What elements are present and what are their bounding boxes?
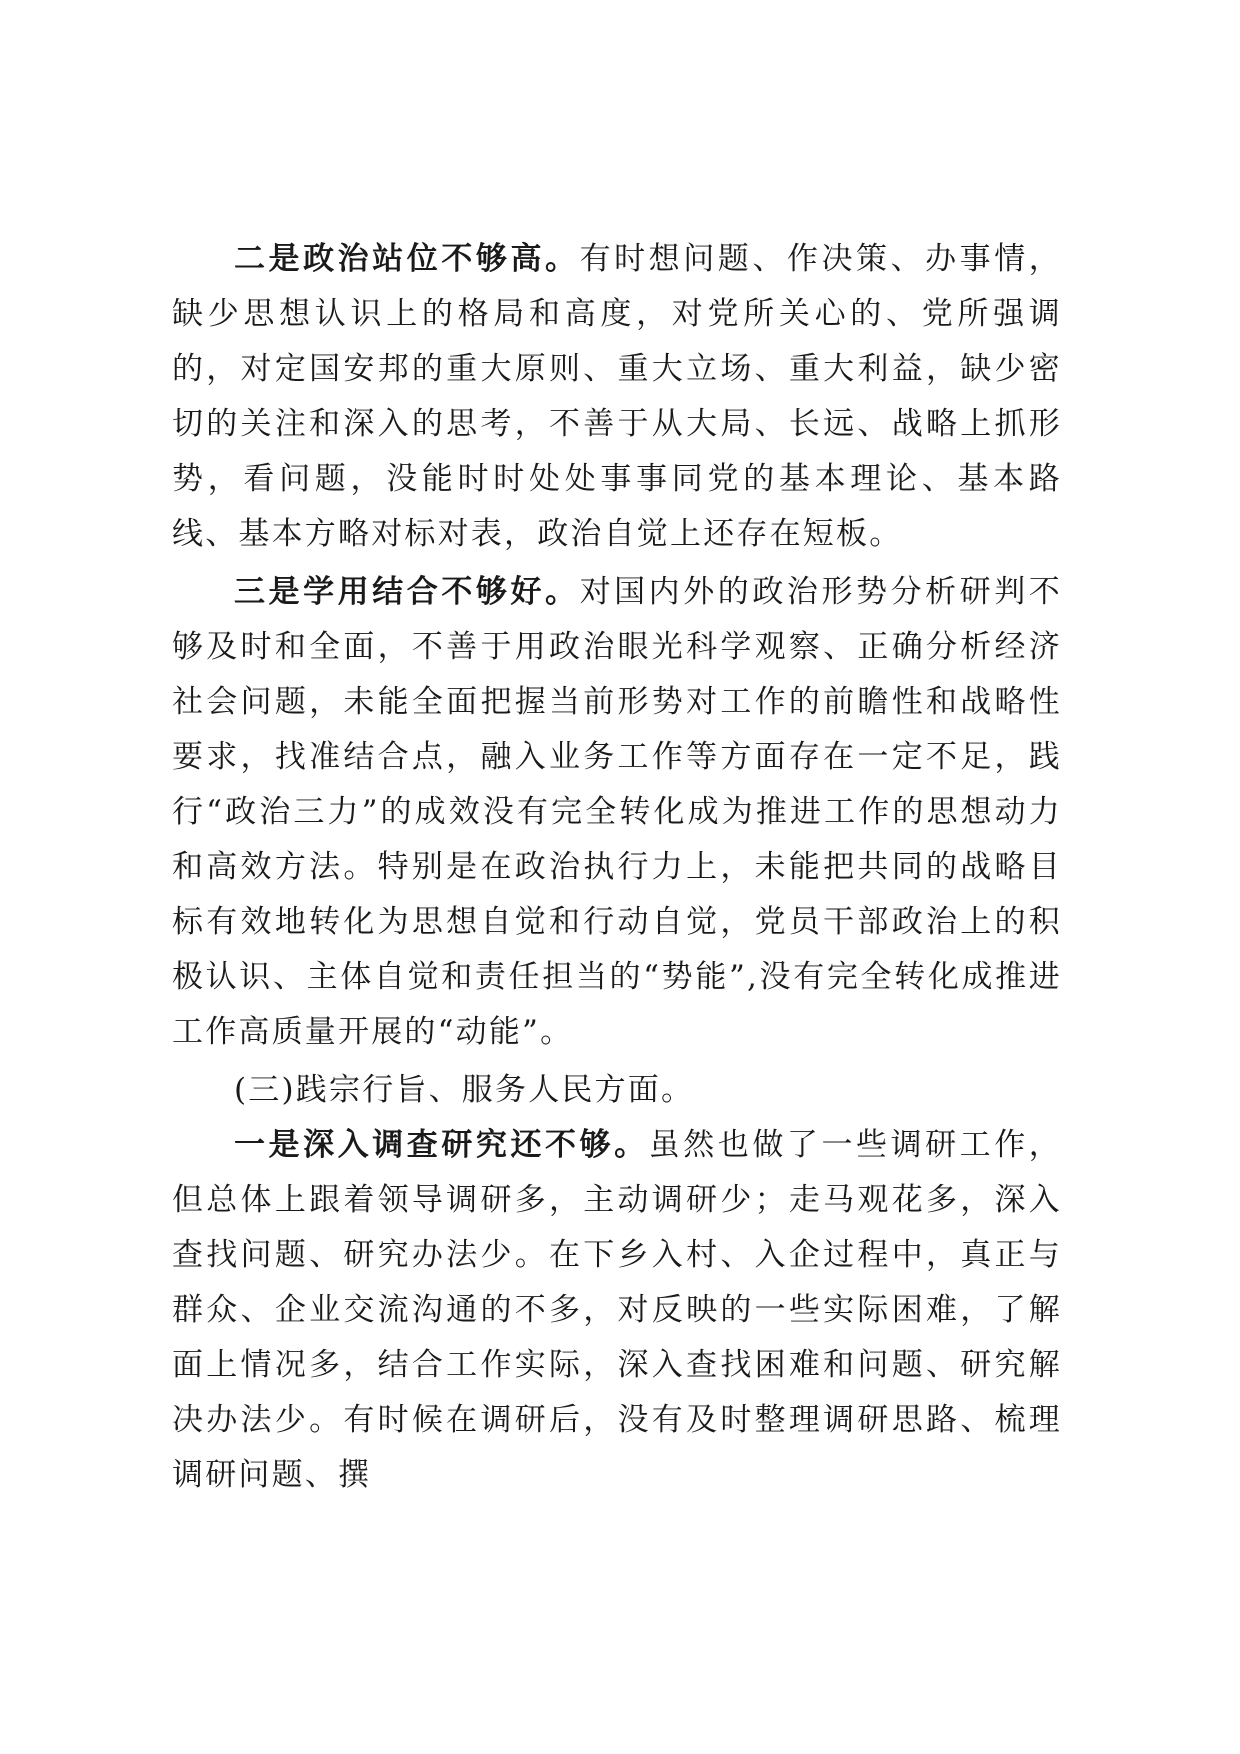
paragraph-body: 对国内外的政治形势分析研判不够及时和全面，不善于用政治眼光科学观察、正确分析经济社会问题，未能全面把握当前形势对工作的前瞻性和战略性要求，找准结合点，融入业务工作等方面存在一定不足，践行“政治三力”的成效没有完全转化成为推进工作的思想动力和高效方法。特别是在政治执行力上，未能把共同的战略目标有效地转化为思想自觉和行动自觉，党员干部政治上的积极认识、主体自觉和责任担当的“势能”,没有完全转化成推进工作高质量开展的“动能”。 [172, 574, 1062, 1050]
document-page [172, 232, 1062, 1503]
paragraph-lead: 一是深入调查研究还不够。 [234, 1127, 649, 1163]
paragraph-body: 虽然也做了一些调研工作，但总体上跟着领导调研多，主动调研少；走马观花多，深入查找问题、研究办法少。在下乡入村、入企过程中，真正与群众、企业交流沟通的不多，对反映的一些实际困难，了解面上情况多，结合工作实际，深入查找困难和问题、研究解决办法少。有时候在调研后，没有及时整理调研思路、梳理调研问题、撰 [172, 1127, 1062, 1493]
paragraph-lead: 三是学用结合不够好。 [234, 574, 580, 610]
section-heading: (三)践宗行旨、服务人民方面。 [234, 1072, 695, 1108]
paragraph-investigation [172, 1118, 1062, 1503]
paragraph-lead: 二是政治站位不够高。 [234, 241, 580, 277]
paragraph-political-stance [172, 232, 1062, 562]
paragraph-body: 有时想问题、作决策、办事情，缺少思想认识上的格局和高度，对党所关心的、党所强调的，对定国安邦的重大原则、重大立场、重大利益，缺少密切的关注和深入的思考，不善于从大局、长远、战略上抓形势，看问题，没能时时处处事事同党的基本理论、基本路线、基本方略对标对表，政治自觉上还存在短板。 [172, 241, 1062, 552]
paragraph-study-application [172, 565, 1062, 1060]
